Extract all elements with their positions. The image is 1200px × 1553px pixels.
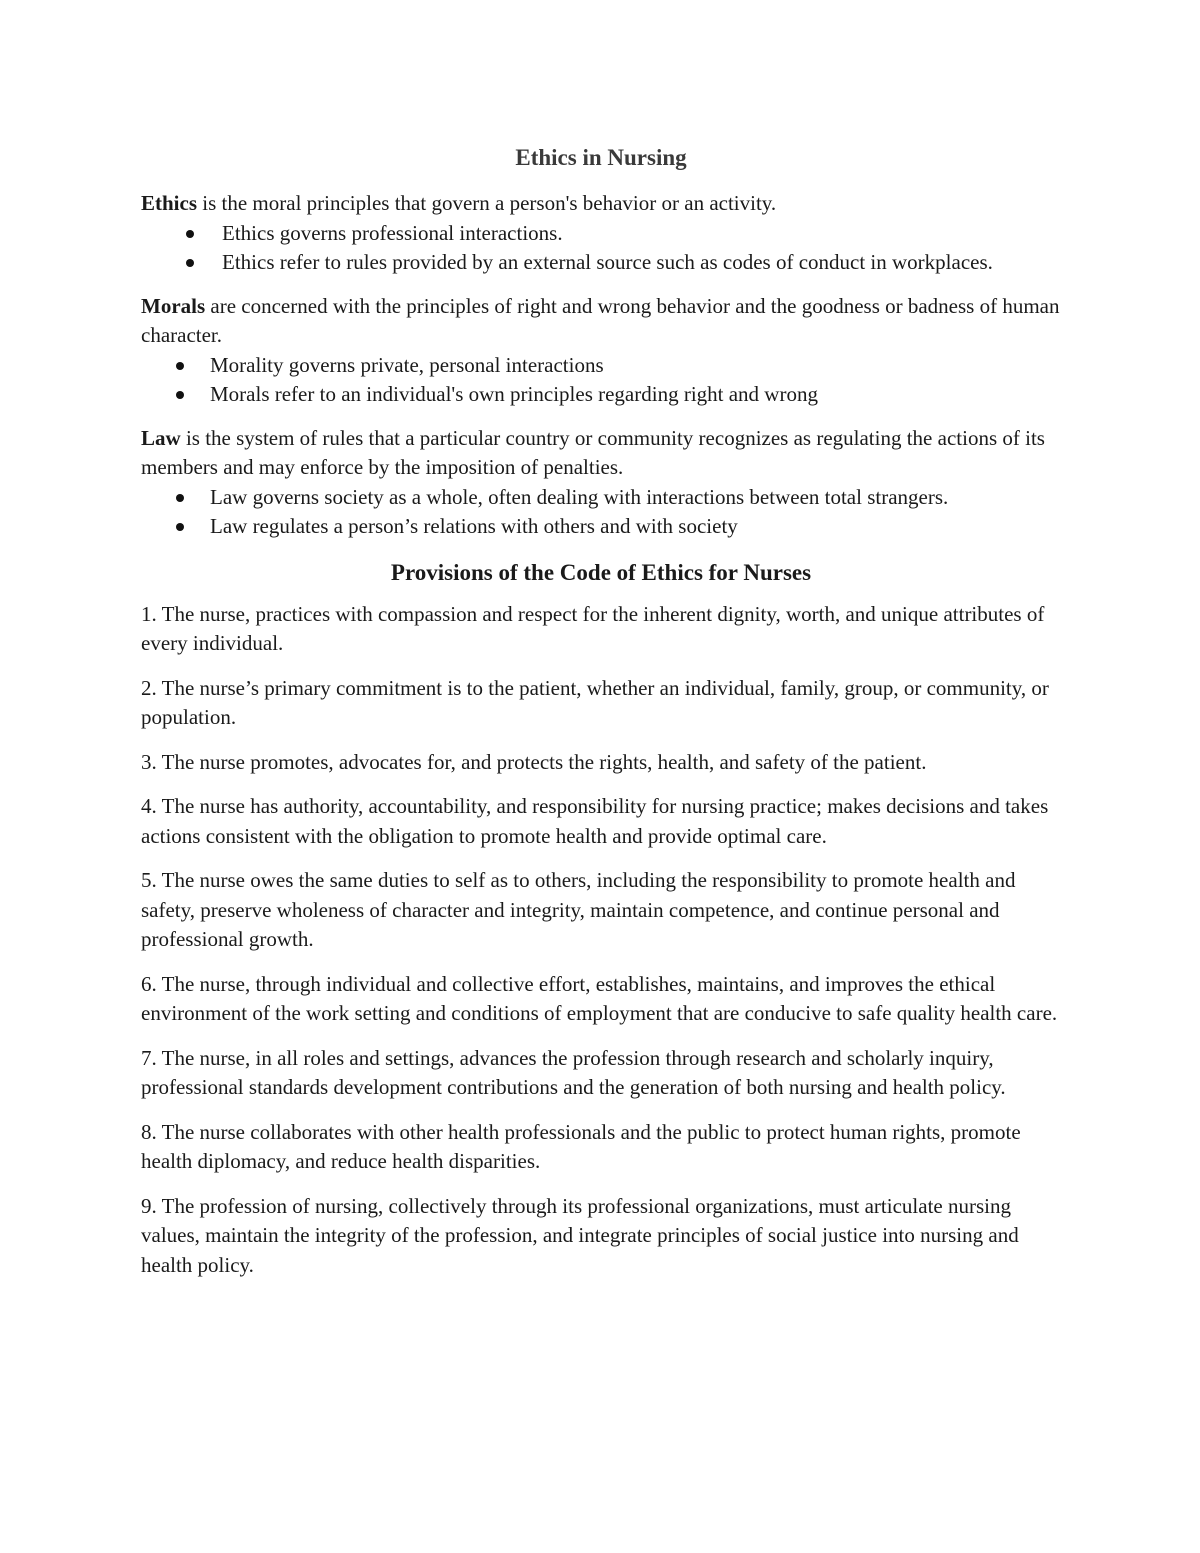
- provisions-list: [141, 600, 1061, 1281]
- bullet-text: Ethics governs professional interactions.: [222, 220, 563, 245]
- provision-item: 2. The nurse’s primary commitment is to the patient, whether an individual, family, group, or community, or population.: [141, 675, 1049, 729]
- morals-term: Morals: [141, 293, 206, 318]
- morals-bullet-list: [141, 351, 1061, 410]
- bullet-text: Morality governs private, personal interactions: [210, 352, 604, 377]
- ethics-definition: [141, 189, 1061, 219]
- law-bullet-list: [141, 483, 1061, 542]
- law-definition-text: is the system of rules that a particular country or community recognizes as regulating the actions of its members and may enforce by the imposition of penalties.: [141, 425, 1045, 479]
- bullet-text: Law regulates a person’s relations with others and with society: [210, 514, 738, 538]
- list-item: [141, 380, 1061, 410]
- morals-section: [141, 292, 1061, 410]
- bullet-text: Ethics refer to rules provided by an external source such as codes of conduct in workplaces.: [222, 250, 993, 274]
- provisions-title: Provisions of the Code of Ethics for Nurses: [390, 559, 812, 585]
- list-item: [141, 483, 1061, 513]
- bullet-text: Morals refer to an individual's own principles regarding right and wrong: [210, 382, 818, 406]
- provision-item: 9. The profession of nursing, collectively through its professional organizations, must articulate nursing values, maintain the integrity of the profession, and integrate principles of social justice into nursing and health policy.: [141, 1193, 1019, 1277]
- bullet-icon: [186, 230, 194, 238]
- list-item: [141, 512, 1061, 542]
- law-section: [141, 424, 1061, 542]
- bullet-icon: [176, 494, 184, 502]
- ethics-definition-text: is the moral principles that govern a person's behavior or an activity.: [197, 191, 777, 215]
- list-item: [141, 351, 1061, 381]
- list-item: [141, 219, 1061, 249]
- provision-item: 1. The nurse, practices with compassion and respect for the inherent dignity, worth, and unique attributes of every individual.: [141, 601, 1045, 655]
- bullet-icon: [186, 259, 194, 267]
- ethics-term: Ethics: [141, 191, 198, 215]
- ethics-bullet-list: [141, 219, 1061, 278]
- page-title: Ethics in Nursing: [515, 145, 687, 170]
- provision-item: 8. The nurse collaborates with other health professionals and the public to protect human rights, promote health diplomacy, and reduce health disparities.: [141, 1119, 1021, 1173]
- provision-item: 5. The nurse owes the same duties to self as to others, including the responsibility to promote health and safety, preserve wholeness of character and integrity, maintain competence, and continue personal and professional growth.: [141, 868, 1016, 951]
- provision-item: 7. The nurse, in all roles and settings, advances the profession through research and scholarly inquiry, professional standards development contributions and the generation of both nursing and health policy.: [141, 1045, 1006, 1099]
- list-item: [141, 248, 1061, 278]
- law-definition: [141, 424, 1061, 483]
- provision-item: 6. The nurse, through individual and collective effort, establishes, maintains, and improves the ethical environment of the work setting and conditions of employment that are conducive to safe quality health care.: [141, 971, 1058, 1025]
- document-page: [141, 140, 1061, 1295]
- bullet-text: Law governs society as a whole, often dealing with interactions between total strangers.: [210, 484, 949, 509]
- law-term: Law: [141, 425, 181, 450]
- morals-definition-text: are concerned with the principles of right and wrong behavior and the goodness or badness of human character.: [141, 293, 1060, 347]
- morals-definition: [141, 292, 1061, 351]
- provision-item: 3. The nurse promotes, advocates for, and protects the rights, health, and safety of the patient.: [141, 749, 927, 774]
- provision-item: 4. The nurse has authority, accountability, and responsibility for nursing practice; makes decisions and takes actions consistent with the obligation to promote health and provide optimal care.: [141, 794, 1049, 848]
- bullet-icon: [176, 523, 184, 531]
- bullet-icon: [176, 391, 184, 399]
- bullet-icon: [176, 362, 184, 370]
- ethics-section: [141, 189, 1061, 278]
